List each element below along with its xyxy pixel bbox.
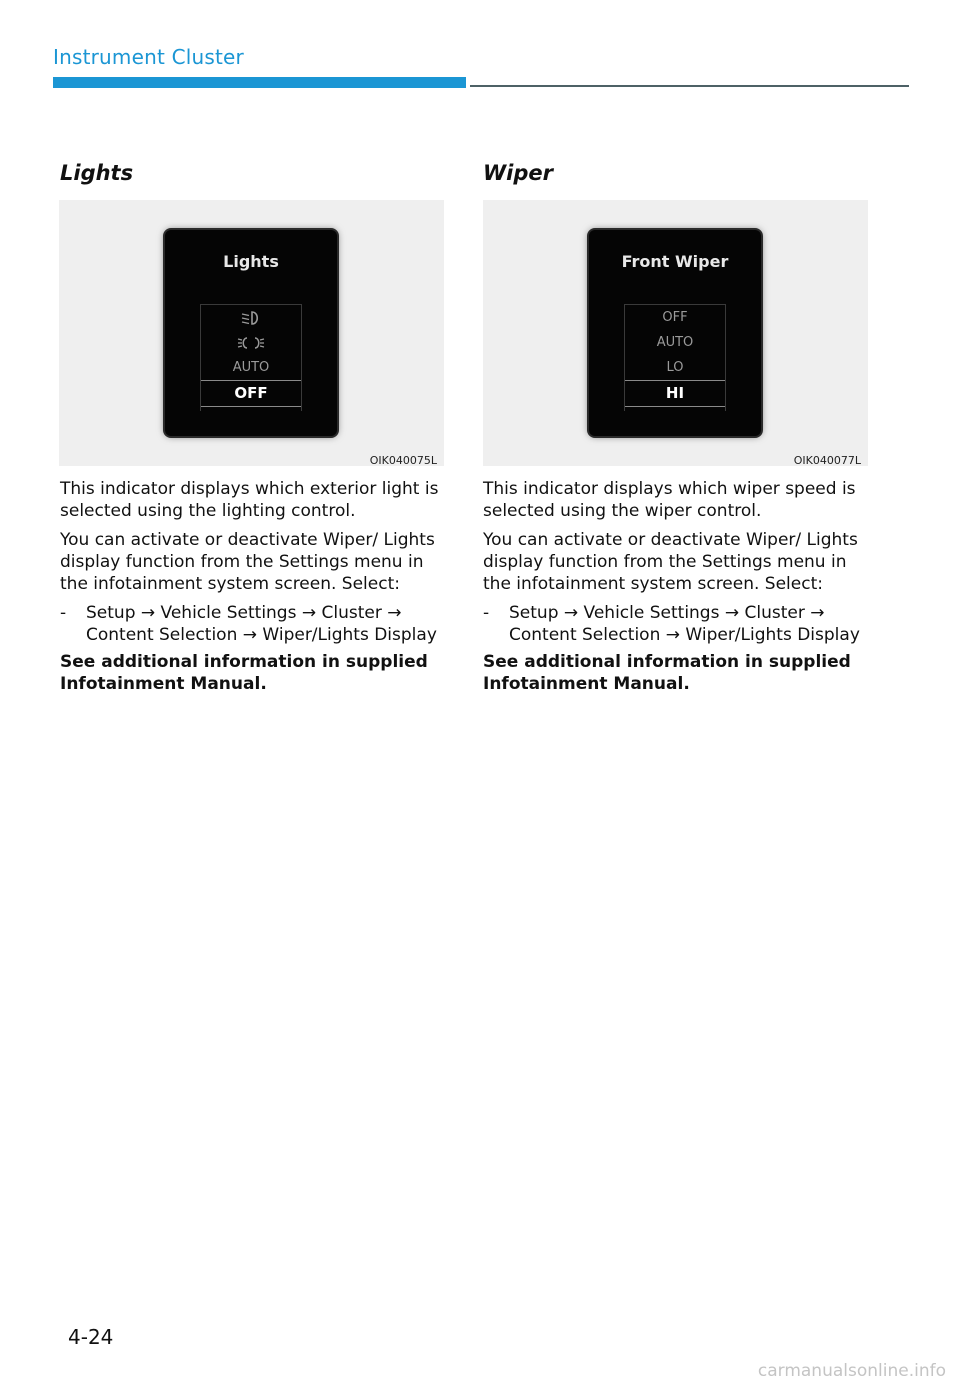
note: See additional information in supplied Infotainment Manual. <box>483 652 851 694</box>
note: See additional information in supplied Infotainment Manual. <box>60 652 428 694</box>
list-dash: - <box>483 603 490 623</box>
chapter-title: Instrument Cluster <box>53 45 244 69</box>
menu-list <box>624 304 726 411</box>
figure-code: OIK040077L <box>793 454 861 467</box>
paragraph: You can activate or deactivate Wiper/ Lights display function from the Settings menu in the infotainment system screen. Select: <box>483 530 858 594</box>
list-item <box>483 602 873 646</box>
page-number: 4-24 <box>68 1325 114 1349</box>
figure-code: OIK040075L <box>369 454 437 467</box>
screen-title: Lights <box>223 252 279 271</box>
header-rule <box>470 85 909 87</box>
list-item <box>60 602 444 646</box>
screen-title: Front Wiper <box>621 252 729 271</box>
menu-list <box>200 304 302 411</box>
list-item-text: Setup → Vehicle Settings → Cluster → Content Selection → Wiper/Lights Display <box>86 603 437 645</box>
lights-figure <box>59 200 444 466</box>
headlight-low-beam-icon <box>201 305 301 330</box>
watermark: carmanualsonline.info <box>757 1361 946 1381</box>
section-heading: Wiper <box>483 161 553 185</box>
section-body <box>54 478 444 695</box>
parking-light-icon <box>201 330 301 355</box>
section-body <box>483 478 873 695</box>
header-rule-accent <box>53 77 466 88</box>
list-dash: - <box>60 603 67 623</box>
paragraph: You can activate or deactivate Wiper/ Lights display function from the Settings menu in the infotainment system screen. Select: <box>60 530 435 594</box>
menu-option: AUTO <box>656 335 694 350</box>
wiper-section <box>483 160 873 695</box>
menu-option-selected: HI <box>625 380 725 407</box>
menu-option: OFF <box>662 310 688 325</box>
section-heading: Lights <box>60 161 134 185</box>
cluster-screen <box>589 230 761 436</box>
wiper-figure <box>483 200 868 466</box>
paragraph: This indicator displays which wiper speed is selected using the wiper control. <box>483 479 856 521</box>
menu-option: LO <box>666 360 684 375</box>
menu-option-selected: OFF <box>201 380 301 407</box>
paragraph: This indicator displays which exterior light is selected using the lighting control. <box>60 479 439 521</box>
lights-section <box>54 160 444 695</box>
cluster-screen <box>165 230 337 436</box>
menu-option: AUTO <box>232 360 270 375</box>
list-item-text: Setup → Vehicle Settings → Cluster → Content Selection → Wiper/Lights Display <box>509 603 860 645</box>
